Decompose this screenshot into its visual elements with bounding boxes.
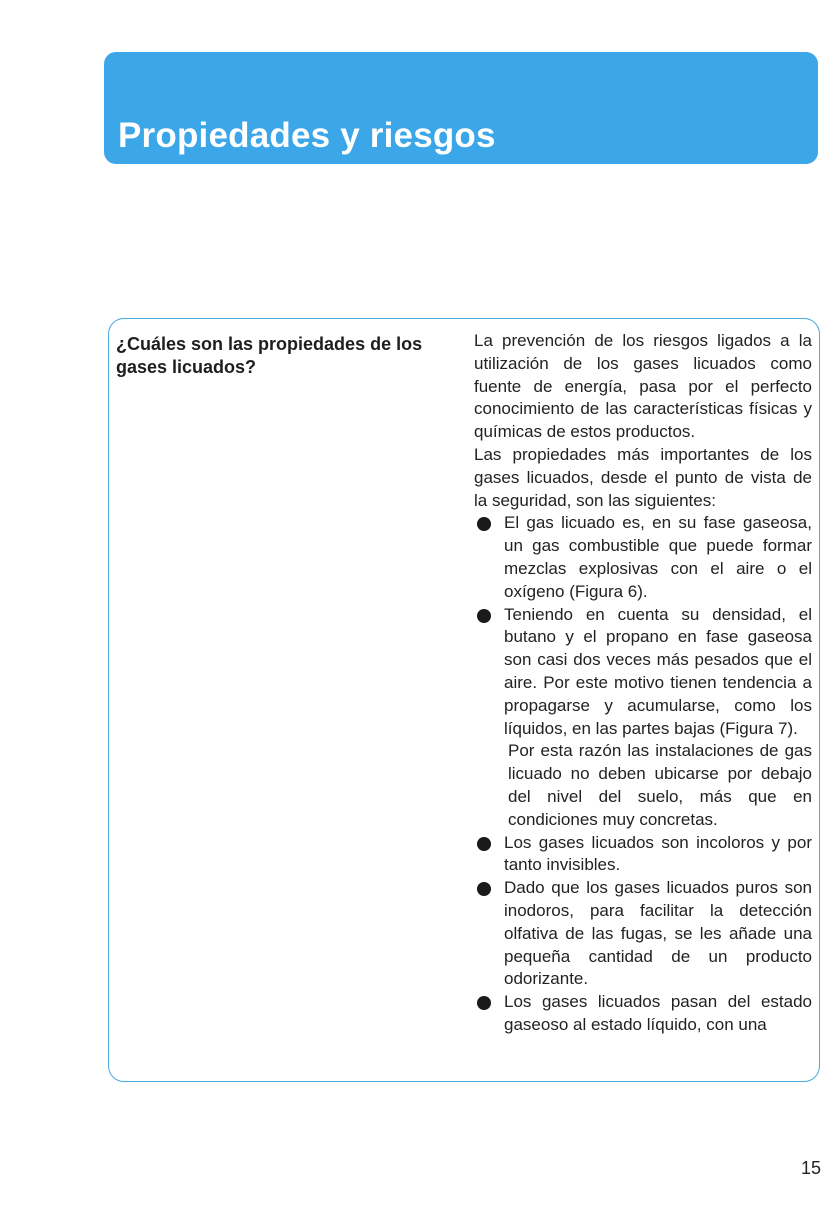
list-item-text: Dado que los gases licuados puros son inodoros, para facilitar la detección olfativa de las fugas, se les añade una pequeña cantidad de un producto odorizante. [504, 878, 812, 989]
bullet-icon [477, 837, 491, 851]
list-item [474, 512, 812, 603]
list-item-text: Teniendo en cuenta su densidad, el butano y el propano en fase gaseosa son casi dos veces más pesados que el aire. Por este motivo tienen tendencia a propagarse y acumularse, como los líquidos, en las partes bajas (Figura 7). [504, 604, 812, 738]
bullet-icon [477, 517, 491, 531]
list-item [474, 604, 812, 832]
page-title: Propiedades y riesgos [118, 116, 496, 155]
list-item [474, 832, 812, 878]
properties-list [474, 512, 812, 1036]
list-item-text: El gas licuado es, en su fase gaseosa, un gas combustible que puede formar mezclas explosivas con el aire o el oxígeno (Figura 6). [504, 513, 812, 601]
lead-paragraph: Las propiedades más importantes de los gases licuados, desde el punto de vista de la seguridad, son las siguientes: [474, 444, 812, 510]
bullet-icon [477, 996, 491, 1010]
list-item-extra-text: Por esta razón las instalaciones de gas licuado no deben ubicarse por debajo del nivel del suelo, más que en condiciones muy concretas. [508, 741, 812, 829]
title-banner [104, 52, 818, 164]
list-item [474, 877, 812, 991]
section-question: ¿Cuáles son las propiedades de los gases licuados? [116, 334, 423, 377]
page-number: 15 [801, 1158, 822, 1178]
bullet-icon [477, 882, 491, 896]
section-body [474, 330, 812, 1037]
bullet-icon [477, 609, 491, 623]
intro-paragraph: La prevención de los riesgos ligados a la utilización de los gases licuados como fuente de energía, pasa por el perfecto conocimiento de las características físicas y químicas de estos productos. [474, 331, 812, 442]
list-item-text: Los gases licuados pasan del estado gaseoso al estado líquido, con una [504, 992, 812, 1034]
list-item [474, 991, 812, 1037]
list-item-text: Los gases licuados son incoloros y por tanto invisibles. [504, 832, 812, 875]
